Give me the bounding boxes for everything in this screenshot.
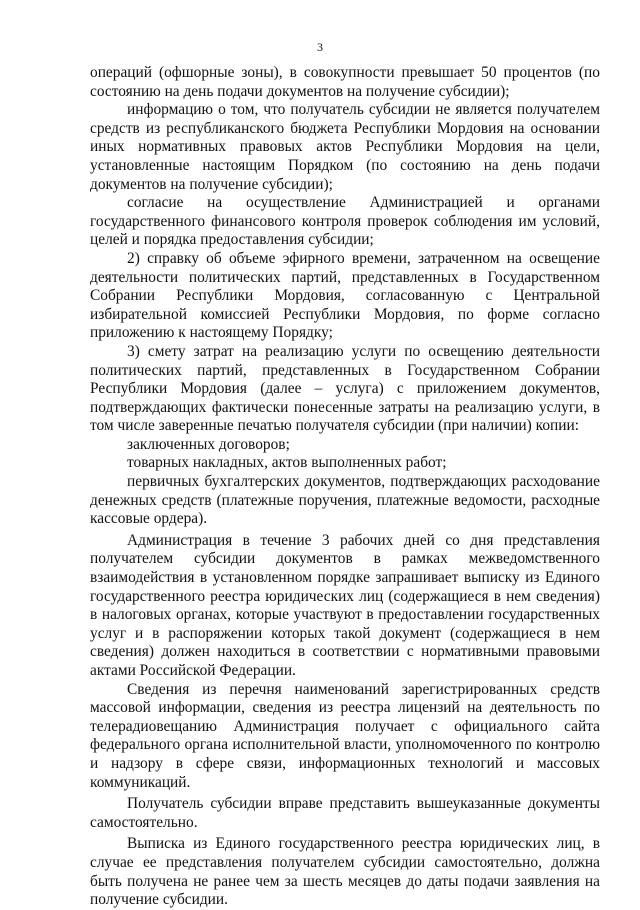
paragraph-airtime-certificate: 2) справку об объеме эфирного времени, затраченном на освещение деятельности политических партий, представленных в Государственном Собрании Республики Мордовия, согласованную с Центральной избирательной комиссией Республики Мордовия, по форме согласно приложению к настоящему Порядку; xyxy=(90,249,600,342)
page-number: 3 xyxy=(317,40,323,54)
paragraph-media-registry: Сведения из перечня наименований зарегистрированных средств массовой информации, сведения из реестра лицензий на деятельность по телерадиовещанию Администрация получает с официального сайта федерального органа исполнительной власти, уполномоченного по контролю и надзору в сфере связи, информационных технологий и массовых коммуникаций. xyxy=(90,680,600,791)
paragraph-registry-request: Администрация в течение 3 рабочих дней со дня представления получателем субсидии документов в рамках межведомственного взаимодействия в установленном порядке запрашивает выписку из Единого государственного реестра юридических лиц (содержащиеся в нем сведения) в налоговых органах, которые участвуют в предоставлении государственных услуг и в распоряжении которых такой документ (содержащиеся в нем сведения) должен находиться в соответствии с нормативными правовыми актами Российской Федерации. xyxy=(90,531,600,679)
paragraph-extract-validity: Выписка из Единого государственного реестра юридических лиц, в случае ее представления получателем субсидии самостоятельно, должна быть получена не ранее чем за шесть месяцев до даты подачи заявления на получение субсидии. xyxy=(90,835,600,909)
paragraph-offshore-continuation: операций (офшорные зоны), в совокупности превышает 50 процентов (по состоянию на день подачи документов на получение субсидии); xyxy=(90,64,600,100)
document-body xyxy=(90,64,600,910)
paragraph-self-submission: Получатель субсидии вправе представить вышеуказанные документы самостоятельно. xyxy=(90,795,600,831)
paragraph-contracts: заключенных договоров; xyxy=(127,435,290,453)
paragraph-cost-estimate: 3) смету затрат на реализацию услуги по освещению деятельности политических партий, представленных в Государственном Собрании Республики Мордовия (далее – услуга) с приложением документов, подтверждающих фактически понесенные затраты на реализацию услуги, в том числе заверенные печатью получателя субсидии (при наличии) копии: xyxy=(90,342,600,435)
paragraph-invoices: товарных накладных, актов выполненных работ; xyxy=(127,454,447,472)
paragraph-consent: согласие на осуществление Администрацией и органами государственного финансового контроля проверок соблюдения им условий, целей и порядка предоставления субсидии; xyxy=(90,194,600,249)
paragraph-budget-info: информацию о том, что получатель субсидии не является получателем средств из республиканского бюджета Республики Мордовия на основании иных нормативных правовых актов Республики Мордовия на цели, установленные настоящим Порядком (по состоянию на день подачи документов на получение субсидии); xyxy=(90,101,600,193)
paragraph-accounting-documents: первичных бухгалтерских документов, подтверждающих расходование денежных средств (платежные поручения, платежные ведомости, расходные кассовые ордера). xyxy=(90,473,600,528)
